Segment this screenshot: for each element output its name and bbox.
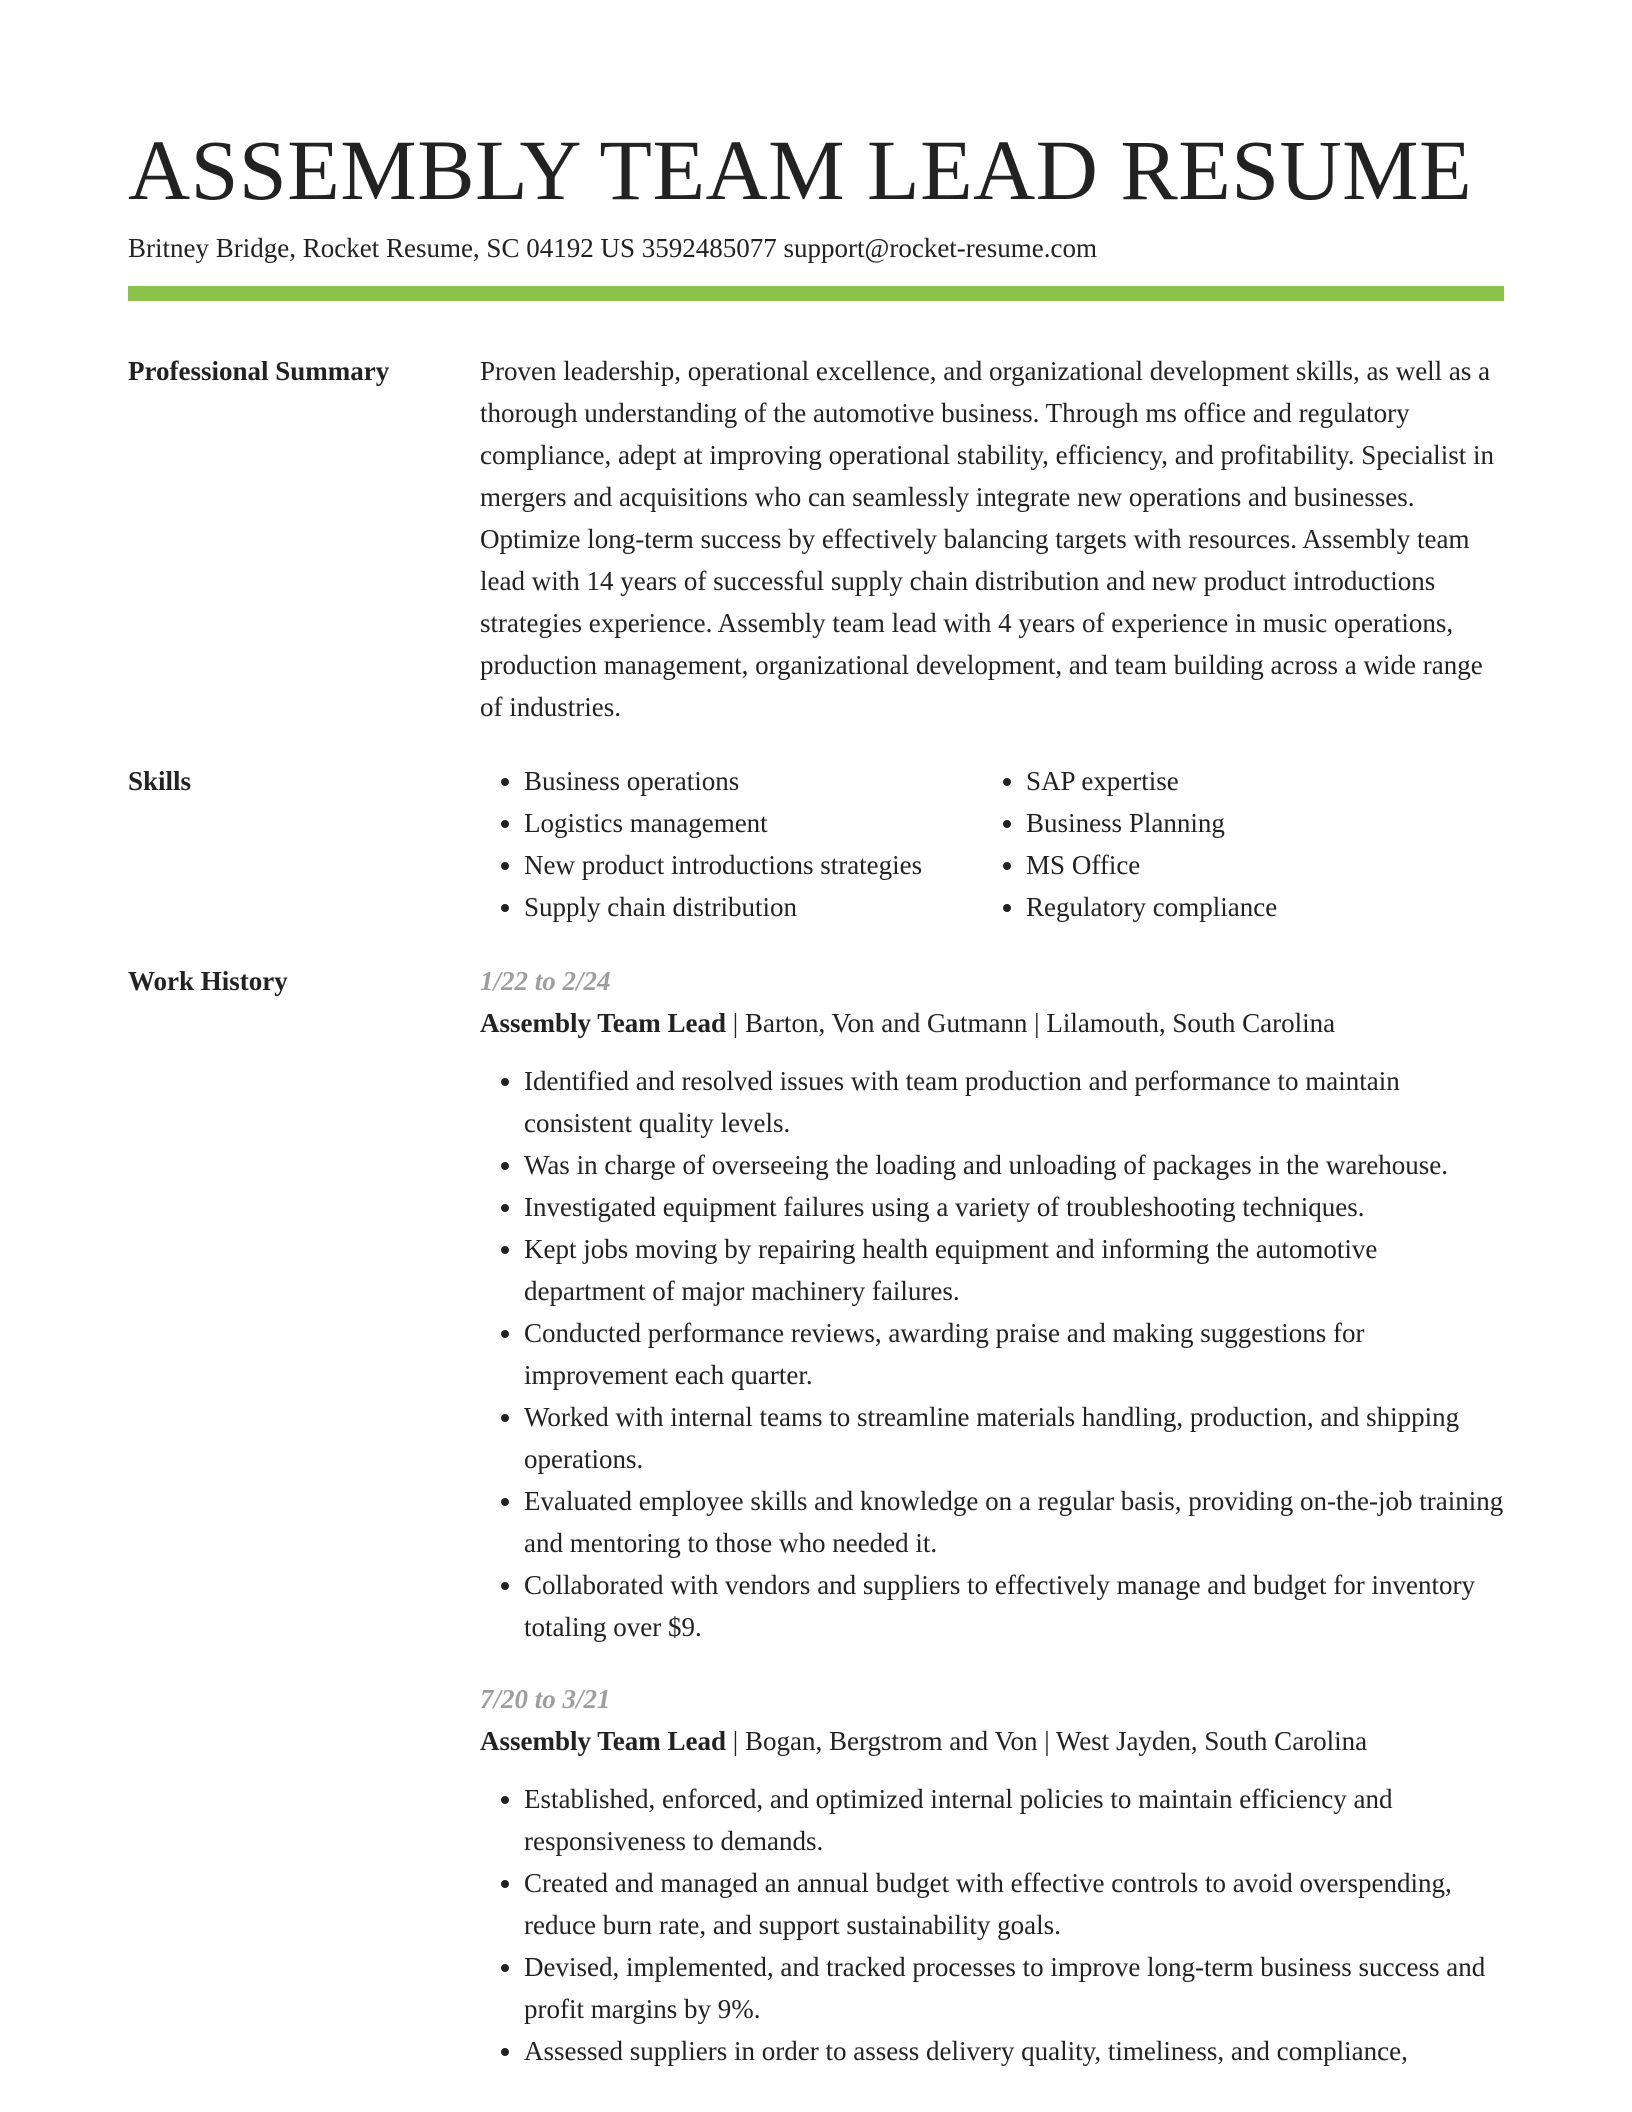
skills-list-right xyxy=(982,760,1504,928)
job-bullet: • Assessed suppliers in order to assess delivery quality, timeliness, and compliance, xyxy=(524,2030,1504,2072)
summary-heading: Professional Summary xyxy=(128,356,390,386)
work-heading: Work History xyxy=(128,966,288,996)
skill-item: • New product introductions strategies xyxy=(524,844,982,886)
resume-title: ASSEMBLY TEAM LEAD RESUME xyxy=(128,122,1473,218)
skill-item: • Regulatory compliance xyxy=(1026,886,1504,928)
skill-item: • SAP expertise xyxy=(1026,760,1504,802)
accent-divider xyxy=(128,286,1504,301)
skill-item: • MS Office xyxy=(1026,844,1504,886)
skills-body xyxy=(480,760,1504,928)
job-dates: 1/22 to 2/24 xyxy=(480,966,611,996)
job-entry xyxy=(480,960,1504,1648)
job-header xyxy=(480,1002,1504,1044)
job-title: Assembly Team Lead xyxy=(480,1008,727,1038)
skill-item: • Supply chain distribution xyxy=(524,886,982,928)
skills-heading: Skills xyxy=(128,766,192,796)
skills-columns xyxy=(480,760,1504,928)
job-title: Assembly Team Lead xyxy=(480,1726,727,1756)
job-dates: 7/20 to 3/21 xyxy=(480,1684,611,1714)
work-body xyxy=(480,960,1504,2072)
job-bullet: • Evaluated employee skills and knowledge on a regular basis, providing on-the-job training and mentoring to those who needed it. xyxy=(524,1480,1504,1564)
summary-body xyxy=(480,350,1504,728)
job-bullets xyxy=(480,1060,1504,1648)
job-bullets xyxy=(480,1778,1504,2072)
skill-item: • Business Planning xyxy=(1026,802,1504,844)
job-bullet: • Was in charge of overseeing the loading and unloading of packages in the warehouse. xyxy=(524,1144,1504,1186)
contact-line: Britney Bridge, Rocket Resume, SC 04192 US 3592485077 support@rocket-resume.com xyxy=(128,233,1097,263)
job-bullet: • Worked with internal teams to streamline materials handling, production, and shipping operations. xyxy=(524,1396,1504,1480)
job-details: | Bogan, Bergstrom and Von | West Jayden, South Carolina xyxy=(726,1726,1368,1756)
job-bullet: • Investigated equipment failures using a variety of troubleshooting techniques. xyxy=(524,1186,1504,1228)
job-bullet: • Established, enforced, and optimized internal policies to maintain efficiency and responsiveness to demands. xyxy=(524,1778,1504,1862)
job-details: | Barton, Von and Gutmann | Lilamouth, South Carolina xyxy=(726,1008,1336,1038)
skills-list-left xyxy=(480,760,982,928)
skill-item: • Logistics management xyxy=(524,802,982,844)
summary-text: Proven leadership, operational excellence, and organizational development skills, as well as a thorough understanding of the automotive business. Through ms office and regulatory compliance, adept at improving operational stability, efficiency, and profitability. Specialist in mergers and acquisitions who can seamlessly integrate new operations and businesses. Optimize long-term success by effectively balancing targets with resources. Assembly team lead with 14 years of successful supply chain distribution and new product introductions strategies experience. Assembly team lead with 4 years of experience in music operations, production management, organizational development, and team building across a wide range of industries. xyxy=(480,356,1494,722)
skill-item: • Business operations xyxy=(524,760,982,802)
job-entry xyxy=(480,1678,1504,2072)
job-bullet: • Collaborated with vendors and suppliers to effectively manage and budget for inventory totaling over $9. xyxy=(524,1564,1504,1648)
job-bullet: • Conducted performance reviews, awarding praise and making suggestions for improvement each quarter. xyxy=(524,1312,1504,1396)
job-header xyxy=(480,1720,1504,1762)
job-bullet: • Identified and resolved issues with team production and performance to maintain consistent quality levels. xyxy=(524,1060,1504,1144)
job-bullet: • Created and managed an annual budget with effective controls to avoid overspending, reduce burn rate, and support sustainability goals. xyxy=(524,1862,1504,1946)
job-bullet: • Devised, implemented, and tracked processes to improve long-term business success and profit margins by 9%. xyxy=(524,1946,1504,2030)
job-bullet: • Kept jobs moving by repairing health equipment and informing the automotive department of major machinery failures. xyxy=(524,1228,1504,1312)
